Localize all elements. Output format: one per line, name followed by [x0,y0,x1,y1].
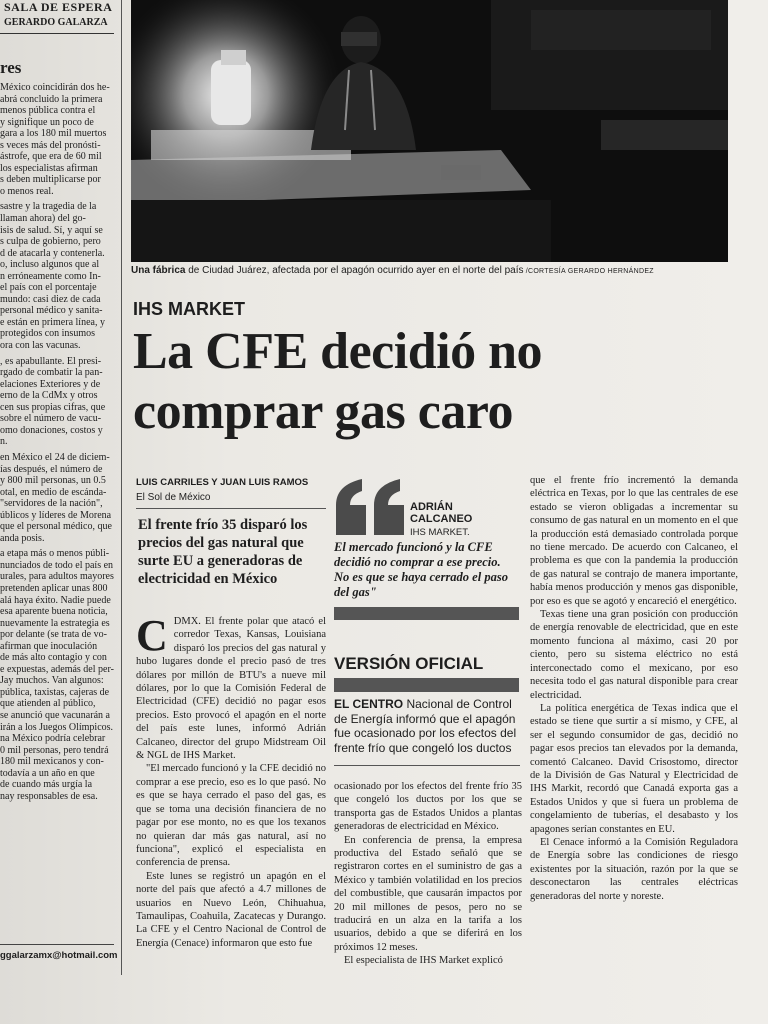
column-line: ástrofe, que era de 60 mil [0,151,102,163]
column-line: que atienden al público, [0,698,96,710]
column-line: 0 mil personas, pero tendrá [0,744,109,756]
column-line: México coincidirán dos he- [0,82,110,93]
body-paragraph: ocasionado por los efectos del frente frío 35 que congeló los ductos por los que se transporta gas de Estados Unidos a plantas generadoras de electricidad en México. [334,781,522,833]
column-line: pública, taxistas, cajeras de [0,686,110,698]
quote-organization: IHS MARKET. [410,527,470,538]
body-paragraph: El Cenace informó a la Comisión Reguladora de Energía sobre las condiciones de riesgo existentes por la situación, razón por la que se desconectaron las centrales eléctricas generadoras del norte y noreste. [530,836,738,902]
sidebar-lead: EL CENTRO [334,697,404,711]
column-paragraph [0,82,116,197]
article-deck: El frente frío 35 disparó los precios del gas natural que surte EU a generadoras de electricidad en México [138,517,308,587]
pull-quote-bar [334,607,519,620]
column-line: menos pública contra el [0,105,96,117]
article-column-3 [530,474,738,903]
column-line: nunciados de todo el país en [0,559,114,571]
column-line: sastre y la tragedia de la [0,201,97,213]
column-line: pretenden aplicar unas 800 [0,582,108,594]
body-paragraph: Este lunes se registró un apagón en el norte del país que afectó a 4.7 millones de usuarios en Nuevo León, Chihuahua, Tamaulipas, Coahuila, Zacatecas y Durango. La CFE y el Centro Nacional de Control de Energía (Cenace) informaron que esto fue [136,870,326,949]
column-line: mundo: casi diez de cada [0,293,101,305]
article-column-2 [334,780,522,968]
headline-line-1: La CFE decidió no [133,323,542,380]
article-column-1 [136,611,326,950]
column-line: s veces más del pronósti- [0,139,101,151]
column-line: en México el 24 de diciem- [0,451,110,463]
column-body [0,82,116,806]
body-paragraph: En conferencia de prensa, la empresa productiva del Estado señaló que se registraron cortes en el suministro de gas a México y también volatilidad en los precios del combustible, que causarán impactos por 20 mil millones de pesos, pero no se traducirá en un alza en la tarifa a los usuarios, debido a que se diferirá en los próximos 12 meses. [334,834,522,953]
column-divider [121,0,122,975]
column-line: s deben multiplicarse por [0,174,101,186]
column-line: elaciones Exteriores y de [0,378,101,390]
headline [133,322,753,442]
factory-photo-illustration [131,0,728,262]
column-line: todavía a un año en que [0,767,95,779]
column-line: "servidores de la nación", [0,498,103,510]
column-line: ora con las vacunas. [0,340,81,352]
caption-lead: Una fábrica [131,265,186,276]
column-line: o, incluso algunos que al [0,259,100,271]
column-line: los especialistas afirman [0,162,98,174]
column-line: na México podría celebrar [0,733,106,745]
sidebar-body: Nacional de Control de Energía informó que el apagón fue ocasionado por los efectos del frente frío que congeló los ductos [334,697,517,755]
column-line: esa aparente buena noticia, [0,606,108,618]
column-paragraph [0,452,116,544]
column-line: alá haya éxito. Nadie puede [0,594,111,606]
quote-speaker [410,501,472,525]
divider [0,33,114,34]
body-paragraph: La política energética de Texas indica que el estado se tiene que surtir a sí mismo, y CFE, al ser el segundo consumidor de gas, decidió no pagar esos precios tan elevados por la demanda, comentó Calcaneo. David Crisostomo, director de la División de Gas Natural y Electricidad de IHS Markit, recordó que Canadá exporta gas a Estados Unidos y que si fuera un problema de congelamiento de tuberías, el desabasto y los apagones serían constantes en EU. [530,702,738,835]
sidebar-text [334,697,520,755]
quote-speaker-first: ADRIÁN [410,501,453,513]
body-paragraph: "El mercado funcionó y la CFE decidió no comprar a ese precio, eso es lo que pasó. No es que se haya cerrado el paso del gas, es que se toma una decisión financiera de no pagar por ese monto, no es que los texanos no quieran dar más gas natural, así no funciona", explicó el especialista en conferencia de prensa. [136,763,326,869]
column-paragraph [0,201,116,351]
drop-cap: C [136,611,168,660]
column-line: úblicos y líderes de Morena [0,509,112,521]
column-line: rgado de combatir la pan- [0,367,103,379]
headline-line-2: comprar gas caro [133,383,513,440]
column-line: de más alto contagio y con [0,652,107,664]
column-line: 180 mil mexicanos y con- [0,756,104,768]
body-paragraph [136,611,326,762]
divider [0,944,114,945]
column-paragraph [0,356,116,448]
column-line: d de atacarla y contenerla. [0,247,105,259]
byline: LUIS CARRILES Y JUAN LUIS RAMOS [136,477,309,488]
body-paragraph-text: DMX. El frente polar que atacó el corredor Texas, Kansas, Louisiana disparó los precios del gas natural y hubo lugares donde el precio pasó de tres dólares por millón de BTU's a nueve mil dólares, por lo que la Comisión Federal de Electricidad (CFE) decidió no pagar esos precios. Esto provocó el apagón en el norte del país este lunes, informó Adrián Calcaneo, director del grupo Midstream Oil & NGL de IHS Market. [136,616,326,762]
column-heading: res [0,58,22,77]
column-line: s culpa de gobierno, pero [0,236,101,248]
body-paragraph: que el frente frío incrementó la demanda eléctrica en Texas, por lo que las centrales de ese estado se vieron obligadas a incrementar su consumo de gas natural en un momento en el que la producción está demasiado controlada porque no tiene mercado. De acuerdo con Calcaneo, el problema es que con la pandemia la producción de gas natural se contrajo de manera importante, había menos producción y menos gas disponible, por eso es que se agotó y encareció el energético. [530,475,738,607]
column-line: erno de la CdMx y otros [0,390,98,402]
column-line: urales, para adultos mayores [0,571,114,583]
column-line: sobre el número de vacu- [0,413,102,425]
column-line: llaman ahora) del go- [0,213,86,225]
article-photo [131,0,728,262]
column-line: o menos real. [0,185,54,197]
column-line: irán a los Juegos Olímpicos. [0,721,114,733]
column-line: cen sus propias cifras, que [0,401,106,413]
column-line: e expuestas, además del per- [0,663,114,675]
column-line: nuevamente la estrategia es [0,617,110,629]
photo-credit: /CORTESÍA GERARDO HERNÁNDEZ [523,268,654,275]
column-line: y 800 mil personas, un 0.5 [0,475,106,487]
quote-marks-icon [332,477,408,535]
column-line: Jay muchos. Van algunos: [0,675,104,687]
column-line: e están en primera línea, y [0,316,105,328]
body-paragraph: Texas tiene una gran posición con producción de energía renovable de electricidad, que en este momento funciona al máximo, casi 20 por ciento, pero su sistema eléctrico no está interconectado como el mexicano, por eso necesita todo el gas natural disponible para crear electricidad. [530,609,738,701]
publication-name: El Sol de México [136,492,211,503]
column-line: que el personal médico, que [0,521,112,533]
column-line: anda posis. [0,532,45,544]
column-line: por delante (se trata de vo- [0,629,107,641]
column-line: se anunció que vacunarán a [0,709,110,721]
column-line: personal médico y sanita- [0,305,103,317]
column-line: omo donaciones, costos y [0,424,103,436]
column-kicker: SALA DE ESPERA [4,0,113,14]
column-line: n erróneamente como In- [0,270,101,282]
column-line: gara a los 180 mil muertos [0,128,107,140]
quote-speaker-last: CALCANEO [410,513,473,525]
column-paragraph [0,548,116,802]
column-line: nay responsables de esa. [0,790,98,802]
column-line: ías después, el número de [0,463,103,475]
column-line: isis de salud. Sí, y aquí se [0,224,103,236]
column-line: el país con el porcentaje [0,282,97,294]
column-line: afirman que inoculación [0,640,98,652]
sidebar-bar [334,678,519,692]
body-paragraph: El especialista de IHS Market explicó [344,955,503,967]
column-line: protegidos con insumos [0,328,95,340]
column-line: n. [0,436,8,448]
column-author: GERARDO GALARZA [4,17,108,28]
divider [136,508,326,509]
column-line: abrá concluido la primera [0,93,103,105]
divider [334,765,520,766]
column-line: otal, en medio de escánda- [0,486,107,498]
column-line: , es apabullante. El presi- [0,355,102,367]
column-line: a etapa más o menos públi- [0,548,110,560]
section-label: IHS MARKET [133,299,245,319]
sidebar-title: VERSIÓN OFICIAL [334,654,484,673]
photo-caption [131,265,654,276]
left-column [0,0,118,1024]
column-line: de cuando más urgía la [0,779,93,791]
column-line: y signifique un poco de [0,116,94,128]
pull-quote: El mercado funcionó y la CFE decidió no comprar a ese precio. No es que se haya cerrado el paso del gas" [334,540,508,599]
caption-text: de Ciudad Juárez, afectada por el apagón ocurrido ayer en el norte del país [185,265,524,276]
author-email: ggalarzamx@hotmail.com [0,950,118,961]
